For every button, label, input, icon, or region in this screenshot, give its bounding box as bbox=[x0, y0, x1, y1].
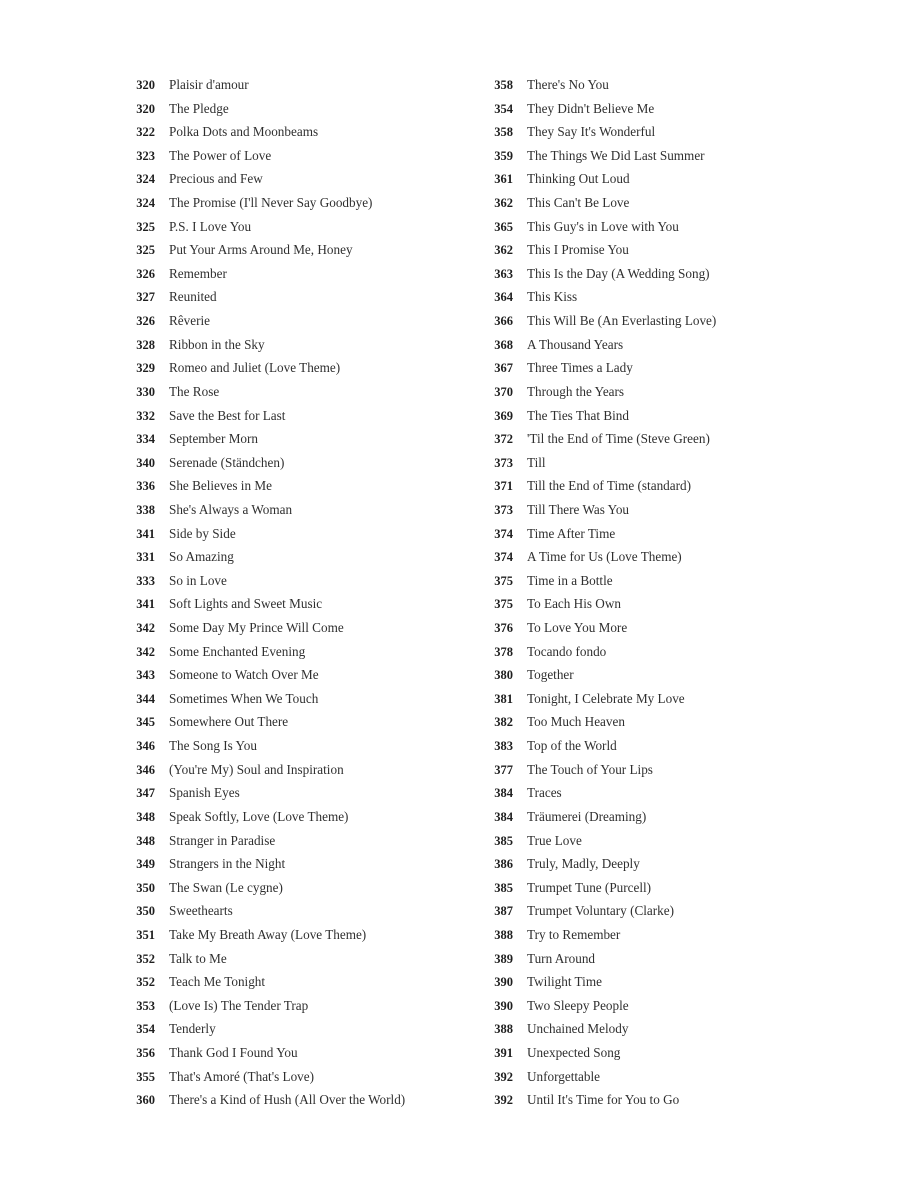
song-title: Time in a Bottle bbox=[527, 572, 613, 588]
song-title: P.S. I Love You bbox=[169, 218, 252, 234]
page-number: 328 bbox=[136, 337, 155, 352]
song-title: A Thousand Years bbox=[527, 336, 624, 352]
page-number: 320 bbox=[136, 101, 155, 116]
index-entry bbox=[476, 333, 836, 357]
song-title: There's No You bbox=[527, 77, 609, 92]
index-entry bbox=[118, 191, 478, 215]
song-title: Stranger in Paradise bbox=[169, 832, 276, 848]
song-title: Tenderly bbox=[169, 1021, 216, 1037]
song-title: (You're My) Soul and Inspiration bbox=[169, 761, 344, 777]
index-entry bbox=[476, 1088, 836, 1112]
page-number: 350 bbox=[136, 880, 155, 895]
page-number: 369 bbox=[494, 408, 513, 423]
page-number: 348 bbox=[136, 809, 155, 824]
index-entry bbox=[476, 970, 836, 994]
page-number: 364 bbox=[494, 290, 513, 305]
song-title: Sweethearts bbox=[169, 903, 233, 919]
index-entry bbox=[118, 1065, 478, 1089]
page-number: 390 bbox=[494, 975, 513, 990]
page-number: 380 bbox=[494, 668, 513, 683]
song-title: Talk to Me bbox=[169, 950, 227, 966]
index-entry bbox=[476, 451, 836, 475]
song-title: Romeo and Juliet (Love Theme) bbox=[169, 360, 341, 376]
index-entry bbox=[476, 498, 836, 522]
song-title: The Rose bbox=[169, 383, 220, 399]
index-entry bbox=[118, 238, 478, 262]
song-title: They Say It's Wonderful bbox=[527, 124, 656, 140]
song-title: Through the Years bbox=[527, 383, 625, 399]
page-number: 386 bbox=[494, 857, 513, 872]
page-number: 385 bbox=[494, 833, 513, 848]
index-entry bbox=[476, 616, 836, 640]
song-title: This Can't Be Love bbox=[527, 195, 630, 211]
index-entry bbox=[476, 120, 836, 144]
song-title: 'Til the End of Time (Steve Green) bbox=[527, 431, 710, 447]
index-column-left bbox=[118, 73, 478, 1112]
index-entry bbox=[118, 333, 478, 357]
index-entry bbox=[118, 899, 478, 923]
song-title: Time After Time bbox=[527, 525, 616, 541]
song-title: Try to Remember bbox=[527, 926, 621, 942]
song-title: The Promise (I'll Never Say Goodbye) bbox=[169, 195, 373, 211]
page-number: 368 bbox=[494, 337, 513, 352]
index-entry bbox=[476, 1041, 836, 1065]
page-number: 381 bbox=[494, 691, 513, 706]
index-entry bbox=[476, 167, 836, 191]
song-title: That's Amoré (That's Love) bbox=[169, 1068, 315, 1084]
index-entry bbox=[476, 569, 836, 593]
index-entry bbox=[476, 640, 836, 664]
page-number: 376 bbox=[494, 621, 513, 636]
song-title: Unforgettable bbox=[527, 1068, 600, 1084]
page-number: 378 bbox=[494, 644, 513, 659]
page-number: 326 bbox=[136, 314, 155, 329]
page-number: 360 bbox=[136, 1093, 155, 1108]
page-number: 333 bbox=[136, 573, 155, 588]
song-title: Top of the World bbox=[527, 738, 617, 754]
index-entry bbox=[476, 947, 836, 971]
song-title: The Touch of Your Lips bbox=[527, 761, 653, 777]
page-number: 361 bbox=[494, 172, 513, 187]
page-number: 363 bbox=[494, 266, 513, 281]
page-number: 362 bbox=[494, 243, 513, 258]
page-number: 332 bbox=[136, 408, 155, 423]
song-title: Rêverie bbox=[169, 313, 211, 329]
page-number: 375 bbox=[494, 597, 513, 612]
index-entry bbox=[118, 1017, 478, 1041]
song-title: Speak Softly, Love (Love Theme) bbox=[169, 808, 349, 824]
song-title: Three Times a Lady bbox=[527, 360, 633, 376]
page-number: 330 bbox=[136, 384, 155, 399]
index-entry bbox=[476, 474, 836, 498]
index-entry bbox=[118, 167, 478, 191]
index-entry bbox=[118, 451, 478, 475]
index-entry bbox=[118, 404, 478, 428]
index-entry bbox=[118, 380, 478, 404]
index-entry bbox=[476, 404, 836, 428]
index-entry bbox=[118, 73, 478, 97]
song-title: Reunited bbox=[169, 289, 217, 305]
page-number: 344 bbox=[136, 691, 155, 706]
page-number: 365 bbox=[494, 219, 513, 234]
page-number: 389 bbox=[494, 951, 513, 966]
page-number: 390 bbox=[494, 998, 513, 1013]
page-number: 341 bbox=[136, 526, 155, 541]
song-title: Tocando fondo bbox=[527, 643, 607, 659]
page-number: 336 bbox=[136, 479, 155, 494]
index-entry bbox=[476, 876, 836, 900]
song-title: To Love You More bbox=[527, 620, 628, 636]
index-entry bbox=[118, 498, 478, 522]
song-title: Till the End of Time (standard) bbox=[527, 478, 691, 494]
song-title: Thinking Out Loud bbox=[527, 171, 630, 187]
page-number: 372 bbox=[494, 432, 513, 447]
index-entry bbox=[476, 852, 836, 876]
song-title: So Amazing bbox=[169, 549, 234, 565]
page-number: 326 bbox=[136, 266, 155, 281]
page-number: 355 bbox=[136, 1069, 155, 1084]
page-number: 392 bbox=[494, 1093, 513, 1108]
page-number: 325 bbox=[136, 243, 155, 258]
song-title: Someone to Watch Over Me bbox=[169, 667, 319, 683]
index-entry bbox=[118, 262, 478, 286]
song-title: This Kiss bbox=[527, 289, 578, 305]
index-entry bbox=[118, 569, 478, 593]
page-number: 388 bbox=[494, 927, 513, 942]
index-entry bbox=[118, 592, 478, 616]
page-number: 359 bbox=[494, 148, 513, 163]
index-entry bbox=[476, 592, 836, 616]
song-title: Strangers in the Night bbox=[169, 856, 286, 872]
song-title: She's Always a Woman bbox=[169, 501, 293, 517]
song-title: This Is the Day (A Wedding Song) bbox=[527, 265, 710, 281]
index-entry bbox=[118, 97, 478, 121]
page-number: 331 bbox=[136, 550, 155, 565]
page-number: 382 bbox=[494, 715, 513, 730]
song-title: (Love Is) The Tender Trap bbox=[169, 997, 309, 1013]
index-entry bbox=[118, 994, 478, 1018]
page-number: 342 bbox=[136, 621, 155, 636]
song-title: Träumerei (Dreaming) bbox=[527, 808, 647, 824]
page-number: 385 bbox=[494, 880, 513, 895]
song-title: Unexpected Song bbox=[527, 1044, 621, 1060]
page-number: 384 bbox=[494, 809, 513, 824]
index-entry bbox=[118, 1088, 478, 1112]
song-title: Spanish Eyes bbox=[169, 785, 240, 801]
index-entry bbox=[118, 522, 478, 546]
page-number: 324 bbox=[136, 196, 155, 211]
song-title: The Things We Did Last Summer bbox=[527, 147, 705, 163]
index-entry bbox=[476, 427, 836, 451]
page-number: 358 bbox=[494, 125, 513, 140]
index-entry bbox=[476, 758, 836, 782]
page-number: 353 bbox=[136, 998, 155, 1013]
index-entry bbox=[118, 876, 478, 900]
song-title: Unchained Melody bbox=[527, 1021, 629, 1037]
index-entry bbox=[476, 262, 836, 286]
page-number: 350 bbox=[136, 904, 155, 919]
index-entry bbox=[476, 215, 836, 239]
song-title: The Ties That Bind bbox=[527, 407, 629, 423]
index-entry bbox=[118, 356, 478, 380]
index-entry bbox=[476, 522, 836, 546]
index-entry bbox=[118, 616, 478, 640]
index-entry bbox=[476, 734, 836, 758]
page-number: 387 bbox=[494, 904, 513, 919]
index-entry bbox=[476, 1065, 836, 1089]
index-entry bbox=[118, 970, 478, 994]
page-number: 346 bbox=[136, 739, 155, 754]
index-entry bbox=[118, 474, 478, 498]
song-title: This I Promise You bbox=[527, 242, 629, 258]
page-number: 367 bbox=[494, 361, 513, 376]
song-title: Tonight, I Celebrate My Love bbox=[527, 690, 685, 706]
index-entry bbox=[476, 781, 836, 805]
page-number: 323 bbox=[136, 148, 155, 163]
index-entry bbox=[476, 191, 836, 215]
index-entry bbox=[476, 309, 836, 333]
index-entry bbox=[118, 852, 478, 876]
index-entry bbox=[118, 1041, 478, 1065]
index-entry bbox=[476, 899, 836, 923]
song-title: The Swan (Le cygne) bbox=[169, 879, 283, 895]
song-title: Traces bbox=[527, 785, 562, 801]
index-entry bbox=[476, 829, 836, 853]
page-number: 391 bbox=[494, 1045, 513, 1060]
index-entry bbox=[118, 427, 478, 451]
page-number: 383 bbox=[494, 739, 513, 754]
page-number: 345 bbox=[136, 715, 155, 730]
page-number: 384 bbox=[494, 786, 513, 801]
index-entry bbox=[476, 710, 836, 734]
page-number: 352 bbox=[136, 951, 155, 966]
song-title: Precious and Few bbox=[169, 171, 263, 187]
song-title: Turn Around bbox=[527, 950, 596, 966]
index-entry bbox=[476, 687, 836, 711]
page-number: 370 bbox=[494, 384, 513, 399]
song-title: They Didn't Believe Me bbox=[527, 100, 655, 116]
page-number: 371 bbox=[494, 479, 513, 494]
index-entry bbox=[476, 238, 836, 262]
page-number: 347 bbox=[136, 786, 155, 801]
song-title: To Each His Own bbox=[527, 596, 621, 612]
index-entry bbox=[476, 923, 836, 947]
song-title: Sometimes When We Touch bbox=[169, 690, 319, 706]
song-title: Plaisir d'amour bbox=[169, 77, 249, 92]
song-title: Till bbox=[527, 454, 546, 470]
song-title: Ribbon in the Sky bbox=[169, 336, 265, 352]
page-number: 342 bbox=[136, 644, 155, 659]
song-title: Till There Was You bbox=[527, 501, 630, 517]
song-title: Trumpet Voluntary (Clarke) bbox=[527, 903, 675, 919]
index-entry bbox=[118, 734, 478, 758]
index-entry bbox=[476, 380, 836, 404]
song-title: Take My Breath Away (Love Theme) bbox=[169, 926, 367, 942]
page-number: 348 bbox=[136, 833, 155, 848]
song-title: Some Enchanted Evening bbox=[169, 643, 306, 659]
song-title: Put Your Arms Around Me, Honey bbox=[169, 242, 353, 258]
page-number: 366 bbox=[494, 314, 513, 329]
page-number: 373 bbox=[494, 502, 513, 517]
song-title: Teach Me Tonight bbox=[169, 974, 266, 990]
page-number: 324 bbox=[136, 172, 155, 187]
song-title: Truly, Madly, Deeply bbox=[527, 856, 640, 872]
song-title: True Love bbox=[527, 832, 582, 848]
song-title: Polka Dots and Moonbeams bbox=[169, 124, 319, 140]
page-number: 375 bbox=[494, 573, 513, 588]
page-number: 388 bbox=[494, 1022, 513, 1037]
page-number: 377 bbox=[494, 762, 513, 777]
index-entry bbox=[118, 829, 478, 853]
index-entry bbox=[476, 144, 836, 168]
song-title: Side by Side bbox=[169, 525, 236, 541]
index-entry bbox=[118, 144, 478, 168]
page-number: 373 bbox=[494, 455, 513, 470]
page-number: 374 bbox=[494, 526, 513, 541]
index-column-right bbox=[476, 73, 836, 1112]
page-number: 322 bbox=[136, 125, 155, 140]
song-title: This Will Be (An Everlasting Love) bbox=[527, 313, 717, 329]
song-title: Save the Best for Last bbox=[169, 407, 286, 423]
song-title: The Pledge bbox=[169, 100, 229, 116]
song-title: She Believes in Me bbox=[169, 478, 272, 494]
page-number: 340 bbox=[136, 455, 155, 470]
page-number: 346 bbox=[136, 762, 155, 777]
page-number: 362 bbox=[494, 196, 513, 211]
page-number: 352 bbox=[136, 975, 155, 990]
song-title: Until It's Time for You to Go bbox=[527, 1092, 680, 1108]
page-number: 334 bbox=[136, 432, 155, 447]
index-entry bbox=[118, 923, 478, 947]
song-title: Somewhere Out There bbox=[169, 714, 289, 730]
index-entry bbox=[118, 545, 478, 569]
song-title: The Song Is You bbox=[169, 738, 257, 754]
song-title: The Power of Love bbox=[169, 147, 272, 163]
song-title: Trumpet Tune (Purcell) bbox=[527, 879, 652, 895]
page-number: 358 bbox=[494, 78, 513, 92]
index-entry bbox=[476, 97, 836, 121]
song-title: A Time for Us (Love Theme) bbox=[527, 549, 682, 565]
index-entry bbox=[118, 947, 478, 971]
index-entry bbox=[118, 687, 478, 711]
index-entry bbox=[476, 545, 836, 569]
index-entry bbox=[476, 1017, 836, 1041]
song-title: Together bbox=[527, 667, 574, 683]
song-title: Soft Lights and Sweet Music bbox=[169, 596, 323, 612]
index-entry bbox=[118, 215, 478, 239]
page-number: 341 bbox=[136, 597, 155, 612]
song-title: Twilight Time bbox=[527, 974, 602, 990]
index-entry bbox=[118, 805, 478, 829]
song-title: There's a Kind of Hush (All Over the World) bbox=[169, 1092, 406, 1108]
page-number: 325 bbox=[136, 219, 155, 234]
song-title: Serenade (Ständchen) bbox=[169, 454, 285, 470]
index-entry bbox=[118, 120, 478, 144]
song-title: September Morn bbox=[169, 431, 258, 447]
page-number: 356 bbox=[136, 1045, 155, 1060]
song-title: Thank God I Found You bbox=[169, 1044, 298, 1060]
index-entry bbox=[118, 663, 478, 687]
index-entry bbox=[118, 285, 478, 309]
index-entry bbox=[476, 285, 836, 309]
index-entry bbox=[118, 309, 478, 333]
page-number: 329 bbox=[136, 361, 155, 376]
index-entry bbox=[476, 805, 836, 829]
song-title: Remember bbox=[169, 265, 227, 281]
index-entry bbox=[118, 710, 478, 734]
page-number: 354 bbox=[136, 1022, 155, 1037]
page-number: 354 bbox=[494, 101, 513, 116]
page-number: 327 bbox=[136, 290, 155, 305]
song-title: This Guy's in Love with You bbox=[527, 218, 679, 234]
song-title: So in Love bbox=[169, 572, 227, 588]
index-entry bbox=[118, 781, 478, 805]
page-number: 349 bbox=[136, 857, 155, 872]
index-entry bbox=[476, 356, 836, 380]
song-title: Too Much Heaven bbox=[527, 714, 625, 730]
page-number: 351 bbox=[136, 927, 155, 942]
index-entry bbox=[476, 994, 836, 1018]
page-number: 343 bbox=[136, 668, 155, 683]
index-entry bbox=[118, 640, 478, 664]
index-entry bbox=[118, 758, 478, 782]
page-number: 374 bbox=[494, 550, 513, 565]
page-number: 320 bbox=[136, 78, 155, 92]
page-number: 338 bbox=[136, 502, 155, 517]
index-entry bbox=[476, 73, 836, 97]
song-title: Two Sleepy People bbox=[527, 997, 629, 1013]
page-number: 392 bbox=[494, 1069, 513, 1084]
song-title: Some Day My Prince Will Come bbox=[169, 620, 344, 636]
index-entry bbox=[476, 663, 836, 687]
